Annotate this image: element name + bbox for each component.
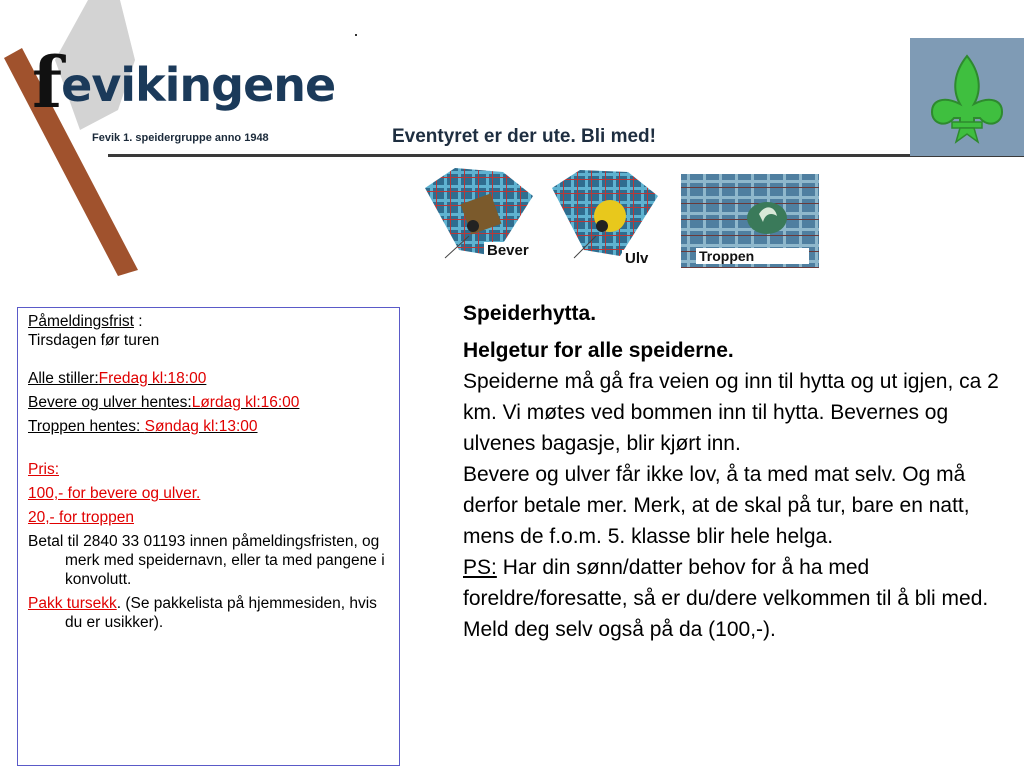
deadline-label: Påmeldingsfrist — [28, 313, 134, 330]
main-subheading: Helgetur for alle speiderne. — [463, 339, 734, 362]
scout-lily-emblem-icon — [910, 38, 1024, 156]
scarf-label-bever: Bever — [484, 242, 532, 259]
logo-subtitle: Fevik 1. speidergruppe anno 1948 — [92, 132, 269, 144]
main-heading: Speiderhytta. — [463, 302, 597, 325]
start-line — [28, 369, 389, 388]
scarf-label-ulv: Ulv — [622, 250, 651, 267]
pickup-troop-label: Troppen hentes: — [28, 418, 145, 435]
start-label: Alle stiller: — [28, 370, 99, 387]
ps-text: Har din sønn/datter behov for å ha med foreldre/foresatte, så er du/dere velkommen til å bli med. Meld deg selv også på da (100,-). — [463, 556, 989, 641]
ps-label: PS: — [463, 556, 497, 579]
scarf-label-troppen: Troppen — [696, 248, 809, 264]
deadline-colon: : — [133, 313, 143, 330]
deadline-line — [28, 312, 389, 331]
main-ps — [463, 552, 1023, 645]
price-troop: 20,- for troppen — [28, 509, 134, 526]
spacer — [28, 350, 389, 369]
start-value: Fredag kl:18:00 — [98, 370, 207, 387]
price-label: Pris: — [28, 461, 59, 478]
pickup-small-label: Bevere og ulver hentes: — [28, 394, 192, 411]
spacer — [28, 436, 389, 455]
tagline: Eventyret er der ute. Bli med! — [392, 126, 656, 147]
main-paragraph-1: Speiderne må gå fra veien og inn til hytta og ut igjen, ca 2 km. Vi møtes ved bommen inn til hytta. Bevernes og ulvenes bagasje, blir kjørt inn. — [463, 370, 999, 455]
pack-text: . (Se pakkelista på hjemmesiden, hvis du er usikker). — [65, 595, 377, 631]
pickup-troop-value: Søndag kl:13:00 — [144, 418, 258, 435]
pickup-troop-line — [28, 417, 389, 436]
pickup-small-line — [28, 393, 389, 412]
main-paragraph-2: Bevere og ulver får ikke lov, å ta med mat selv. Og må derfor betale mer. Merk, at de skal på tur, bare en natt, mens de f.o.m. 5. klasse blir hele helga. — [463, 463, 970, 548]
pack-label: Pakk tursekk — [28, 595, 117, 612]
logo-wordmark: fevikingene — [32, 41, 336, 124]
deadline-value: Tirsdagen før turen — [28, 332, 160, 349]
pickup-small-value: Lørdag kl:16:00 — [191, 394, 300, 411]
pack-line — [28, 594, 389, 632]
payment-text: Betal til 2840 33 01193 innen påmeldingsfristen, og merk med speidernavn, eller ta med pangene i konvolutt. — [28, 533, 385, 588]
info-box — [17, 307, 400, 766]
main-text — [463, 298, 1023, 645]
header-divider — [108, 154, 1024, 157]
decorative-dot — [355, 34, 357, 36]
price-small: 100,- for bevere og ulver. — [28, 485, 201, 502]
